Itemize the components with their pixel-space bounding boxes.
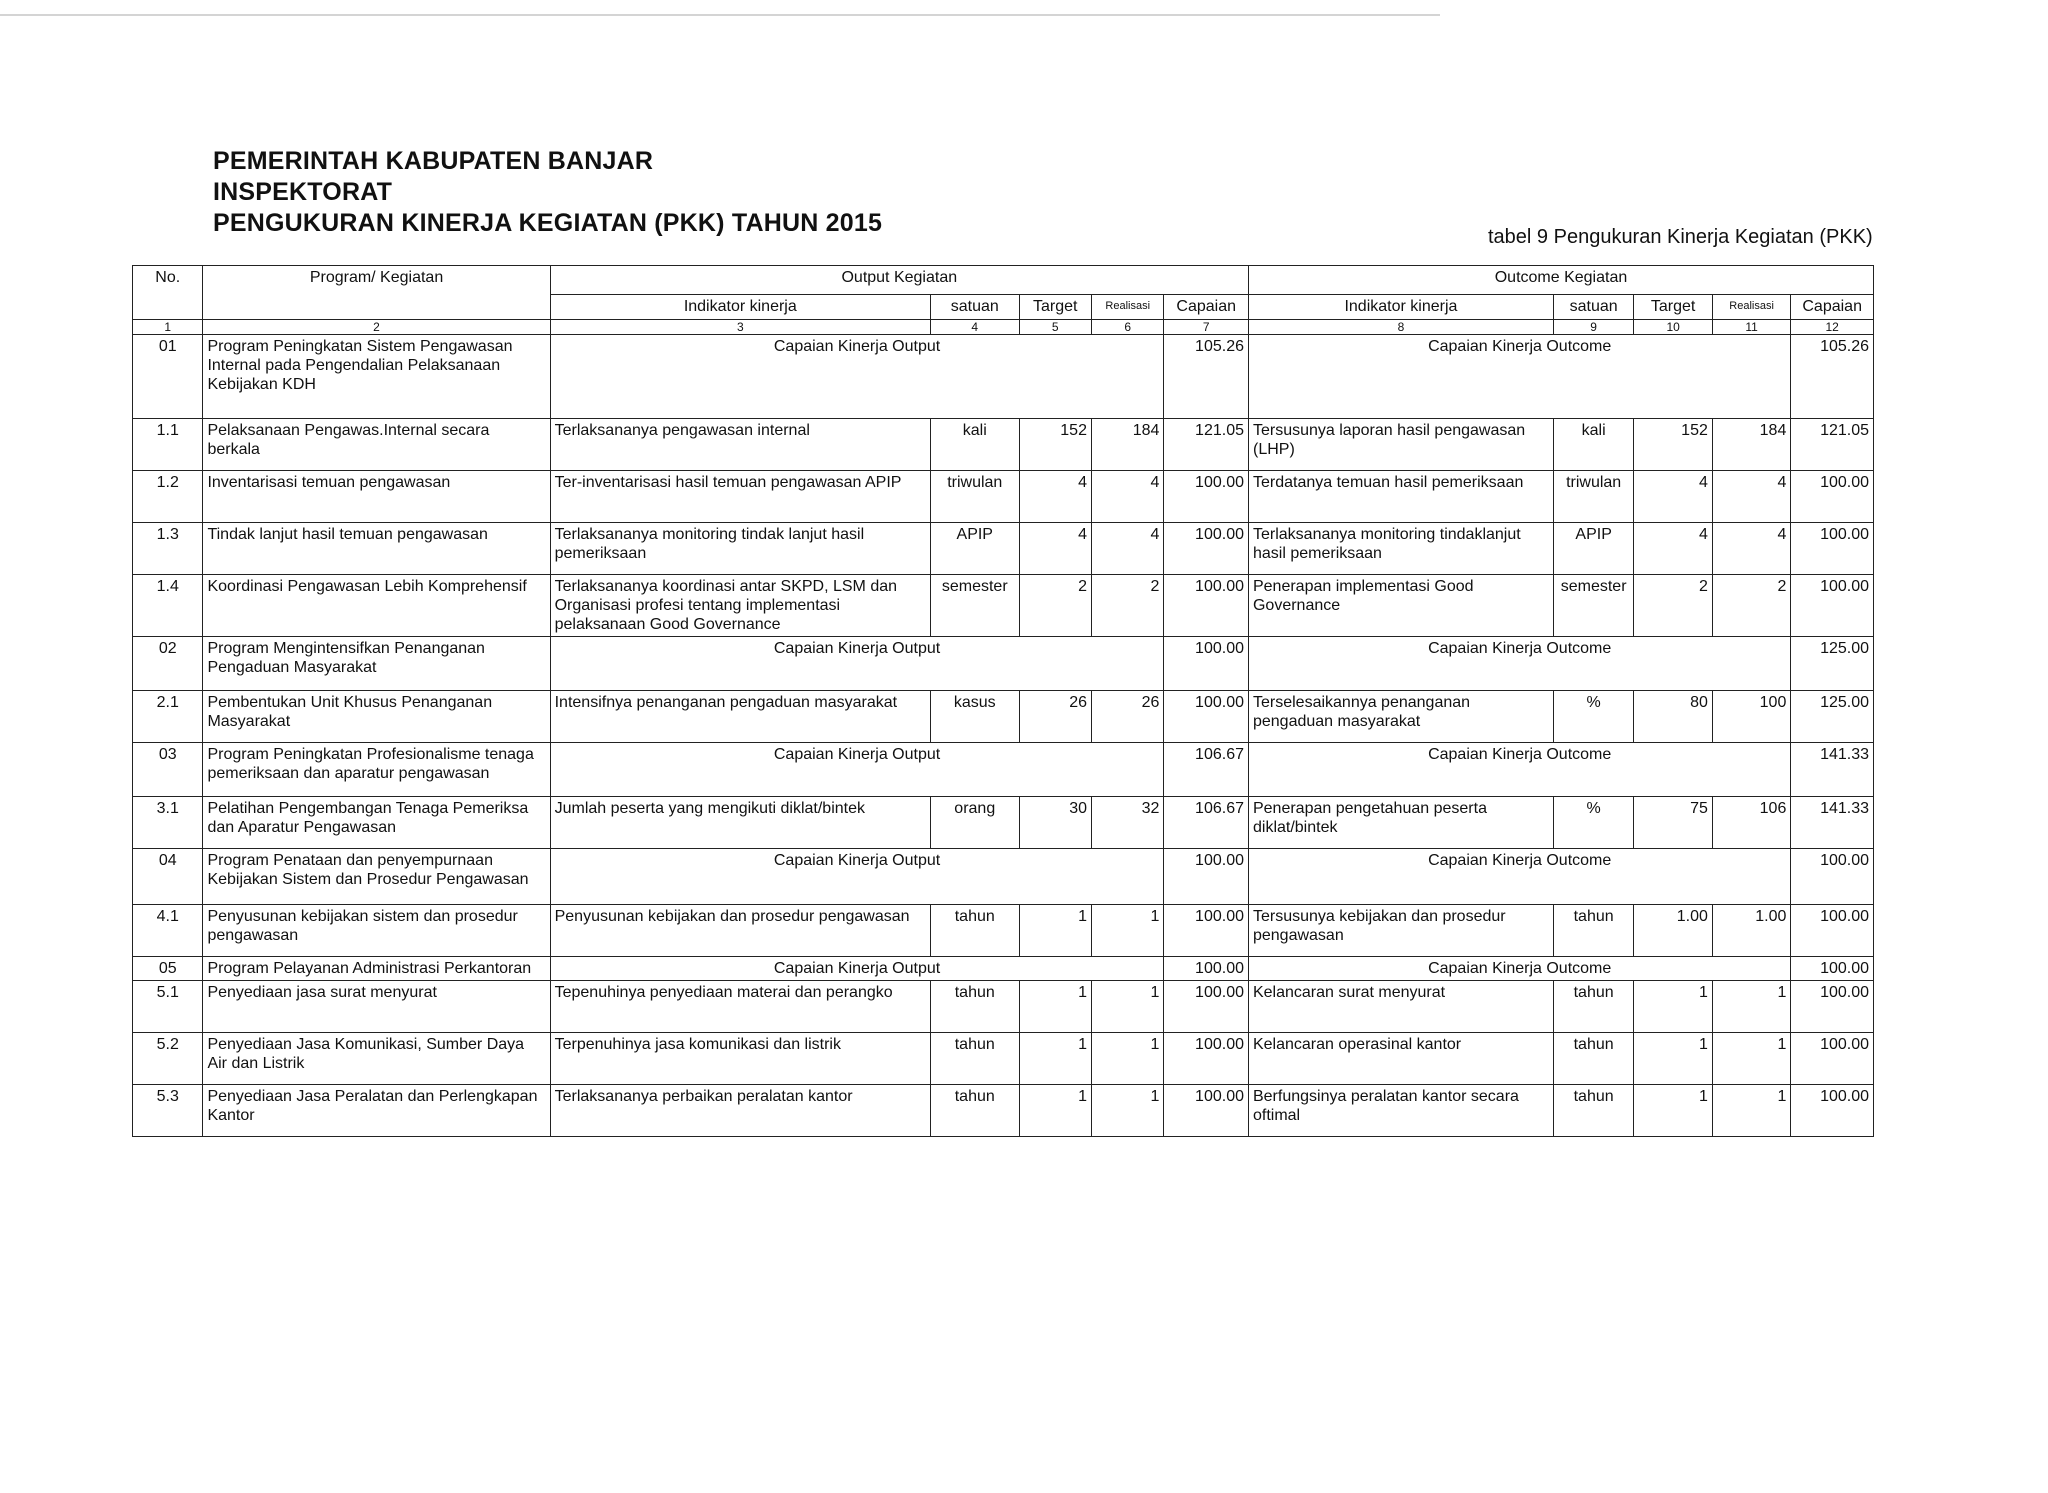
outcome-realisasi: 1 — [1712, 1085, 1790, 1137]
output-target: 1 — [1019, 905, 1091, 957]
outcome-realisasi: 4 — [1712, 471, 1790, 523]
outcome-unit: tahun — [1553, 1033, 1634, 1085]
outcome-realisasi: 106 — [1712, 797, 1790, 849]
activity-row — [133, 905, 1874, 957]
activity-row — [133, 981, 1874, 1033]
output-capaian-label: Capaian Kinerja Output — [550, 637, 1164, 691]
col-number: 10 — [1634, 320, 1712, 335]
row-number: 03 — [133, 743, 203, 797]
col-number: 1 — [133, 320, 203, 335]
row-number: 02 — [133, 637, 203, 691]
row-number: 1.2 — [133, 471, 203, 523]
col-number: 7 — [1164, 320, 1249, 335]
oc-capaian-header: Capaian — [1791, 295, 1874, 320]
out-indikator-header: Indikator kinerja — [550, 295, 930, 320]
outcome-capaian: 100.00 — [1791, 575, 1874, 637]
program-row — [133, 743, 1874, 797]
col-number: 11 — [1712, 320, 1790, 335]
program-name: Program Pelayanan Administrasi Perkantoran — [203, 957, 550, 981]
outcome-indicator: Terdatanya temuan hasil pemeriksaan — [1248, 471, 1553, 523]
col-program-header: Program/ Kegiatan — [203, 266, 550, 320]
outcome-unit: tahun — [1553, 1085, 1634, 1137]
out-realisasi-header: Realisasi — [1091, 295, 1163, 320]
activity-name: Tindak lanjut hasil temuan pengawasan — [203, 523, 550, 575]
output-capaian-label: Capaian Kinerja Output — [550, 743, 1164, 797]
row-number: 1.3 — [133, 523, 203, 575]
pkk-table-body — [133, 335, 1874, 1137]
activity-row — [133, 471, 1874, 523]
output-capaian: 100.00 — [1164, 471, 1249, 523]
outcome-target: 80 — [1634, 691, 1712, 743]
output-target: 1 — [1019, 1085, 1091, 1137]
output-realisasi: 4 — [1091, 523, 1163, 575]
outcome-indicator: Terselesaikannya penanganan pengaduan masyarakat — [1248, 691, 1553, 743]
output-capaian-value: 100.00 — [1164, 637, 1249, 691]
outcome-unit: triwulan — [1553, 471, 1634, 523]
col-number: 2 — [203, 320, 550, 335]
col-number: 3 — [550, 320, 930, 335]
row-number: 2.1 — [133, 691, 203, 743]
activity-name: Penyediaan Jasa Peralatan dan Perlengkapan Kantor — [203, 1085, 550, 1137]
output-unit: kali — [930, 419, 1019, 471]
outcome-realisasi: 1 — [1712, 1033, 1790, 1085]
output-realisasi: 32 — [1091, 797, 1163, 849]
pkk-table — [132, 265, 1874, 1137]
outcome-capaian: 100.00 — [1791, 471, 1874, 523]
program-row — [133, 849, 1874, 905]
activity-row — [133, 419, 1874, 471]
out-target-header: Target — [1019, 295, 1091, 320]
activity-name: Koordinasi Pengawasan Lebih Komprehensif — [203, 575, 550, 637]
outcome-capaian-label: Capaian Kinerja Outcome — [1248, 849, 1790, 905]
row-number: 04 — [133, 849, 203, 905]
row-number: 05 — [133, 957, 203, 981]
activity-name: Penyediaan Jasa Komunikasi, Sumber Daya Air dan Listrik — [203, 1033, 550, 1085]
output-realisasi: 1 — [1091, 1085, 1163, 1137]
header-government: PEMERINTAH KABUPATEN BANJAR — [213, 147, 654, 175]
header-title: PENGUKURAN KINERJA KEGIATAN (PKK) TAHUN 2015 — [213, 209, 883, 237]
outcome-target: 4 — [1634, 471, 1712, 523]
row-number: 5.2 — [133, 1033, 203, 1085]
output-capaian: 100.00 — [1164, 691, 1249, 743]
outcome-realisasi: 4 — [1712, 523, 1790, 575]
output-unit: semester — [930, 575, 1019, 637]
output-capaian: 100.00 — [1164, 523, 1249, 575]
outcome-unit: % — [1553, 691, 1634, 743]
outcome-capaian-value: 100.00 — [1791, 957, 1874, 981]
outcome-target: 1 — [1634, 1033, 1712, 1085]
row-number: 5.1 — [133, 981, 203, 1033]
output-target: 2 — [1019, 575, 1091, 637]
output-capaian: 106.67 — [1164, 797, 1249, 849]
outcome-capaian-label: Capaian Kinerja Outcome — [1248, 637, 1790, 691]
output-realisasi: 26 — [1091, 691, 1163, 743]
out-capaian-header: Capaian — [1164, 295, 1249, 320]
outcome-capaian: 100.00 — [1791, 1085, 1874, 1137]
activity-row — [133, 1085, 1874, 1137]
program-row — [133, 335, 1874, 419]
output-indicator: Terlaksananya perbaikan peralatan kantor — [550, 1085, 930, 1137]
output-target: 1 — [1019, 981, 1091, 1033]
col-number: 9 — [1553, 320, 1634, 335]
output-capaian: 100.00 — [1164, 981, 1249, 1033]
output-capaian-value: 100.00 — [1164, 957, 1249, 981]
row-number: 3.1 — [133, 797, 203, 849]
outcome-capaian-value: 141.33 — [1791, 743, 1874, 797]
outcome-capaian-value: 125.00 — [1791, 637, 1874, 691]
outcome-unit: tahun — [1553, 905, 1634, 957]
output-unit: tahun — [930, 1085, 1019, 1137]
activity-row — [133, 797, 1874, 849]
activity-name: Pelaksanaan Pengawas.Internal secara berkala — [203, 419, 550, 471]
output-realisasi: 1 — [1091, 905, 1163, 957]
col-number: 6 — [1091, 320, 1163, 335]
outcome-capaian-value: 105.26 — [1791, 335, 1874, 419]
outcome-capaian-label: Capaian Kinerja Outcome — [1248, 743, 1790, 797]
outcome-target: 1.00 — [1634, 905, 1712, 957]
output-capaian-value: 100.00 — [1164, 849, 1249, 905]
outcome-target: 4 — [1634, 523, 1712, 575]
outcome-capaian: 121.05 — [1791, 419, 1874, 471]
outcome-capaian-label: Capaian Kinerja Outcome — [1248, 957, 1790, 981]
outcome-capaian: 100.00 — [1791, 523, 1874, 575]
activity-name: Pelatihan Pengembangan Tenaga Pemeriksa dan Aparatur Pengawasan — [203, 797, 550, 849]
row-number: 4.1 — [133, 905, 203, 957]
outcome-capaian: 100.00 — [1791, 1033, 1874, 1085]
output-indicator: Jumlah peserta yang mengikuti diklat/bintek — [550, 797, 930, 849]
outcome-indicator: Penerapan implementasi Good Governance — [1248, 575, 1553, 637]
output-indicator: Terlaksananya pengawasan internal — [550, 419, 930, 471]
outcome-realisasi: 1.00 — [1712, 905, 1790, 957]
outcome-realisasi: 1 — [1712, 981, 1790, 1033]
program-name: Program Mengintensifkan Penanganan Pengaduan Masyarakat — [203, 637, 550, 691]
output-target: 4 — [1019, 523, 1091, 575]
outcome-realisasi: 100 — [1712, 691, 1790, 743]
outcome-indicator: Berfungsinya peralatan kantor secara oftimal — [1248, 1085, 1553, 1137]
outcome-realisasi: 184 — [1712, 419, 1790, 471]
outcome-capaian-label: Capaian Kinerja Outcome — [1248, 335, 1790, 419]
output-unit: tahun — [930, 905, 1019, 957]
row-number: 1.4 — [133, 575, 203, 637]
header-row-groups — [133, 266, 1874, 295]
output-unit: orang — [930, 797, 1019, 849]
output-realisasi: 1 — [1091, 981, 1163, 1033]
table-caption: tabel 9 Pengukuran Kinerja Kegiatan (PKK) — [1488, 226, 1873, 248]
row-number: 01 — [133, 335, 203, 419]
outcome-unit: APIP — [1553, 523, 1634, 575]
oc-satuan-header: satuan — [1553, 295, 1634, 320]
activity-name: Penyediaan jasa surat menyurat — [203, 981, 550, 1033]
outcome-capaian: 141.33 — [1791, 797, 1874, 849]
output-realisasi: 184 — [1091, 419, 1163, 471]
activity-name: Pembentukan Unit Khusus Penanganan Masyarakat — [203, 691, 550, 743]
program-name: Program Penataan dan penyempurnaan Kebijakan Sistem dan Prosedur Pengawasan — [203, 849, 550, 905]
output-realisasi: 4 — [1091, 471, 1163, 523]
outcome-target: 75 — [1634, 797, 1712, 849]
output-capaian-value: 105.26 — [1164, 335, 1249, 419]
activity-row — [133, 1033, 1874, 1085]
output-realisasi: 1 — [1091, 1033, 1163, 1085]
program-row — [133, 637, 1874, 691]
output-indicator: Terpenuhinya jasa komunikasi dan listrik — [550, 1033, 930, 1085]
output-target: 152 — [1019, 419, 1091, 471]
outcome-indicator: Terlaksananya monitoring tindaklanjut hasil pemeriksaan — [1248, 523, 1553, 575]
header-agency: INSPEKTORAT — [213, 178, 393, 206]
col-number: 8 — [1248, 320, 1553, 335]
outcome-indicator: Penerapan pengetahuan peserta diklat/bintek — [1248, 797, 1553, 849]
output-target: 4 — [1019, 471, 1091, 523]
output-indicator: Terlaksananya koordinasi antar SKPD, LSM dan Organisasi profesi tentang implementasi pelaksanaan Good Governance — [550, 575, 930, 637]
scan-edge-line — [0, 14, 1440, 16]
outcome-capaian-value: 100.00 — [1791, 849, 1874, 905]
activity-row — [133, 523, 1874, 575]
col-number: 12 — [1791, 320, 1874, 335]
outcome-unit: % — [1553, 797, 1634, 849]
outcome-target: 1 — [1634, 981, 1712, 1033]
outcome-group-header: Outcome Kegiatan — [1248, 266, 1873, 295]
outcome-unit: tahun — [1553, 981, 1634, 1033]
output-indicator: Terlaksananya monitoring tindak lanjut hasil pemeriksaan — [550, 523, 930, 575]
output-capaian: 100.00 — [1164, 1033, 1249, 1085]
outcome-indicator: Kelancaran surat menyurat — [1248, 981, 1553, 1033]
document-header — [213, 146, 882, 239]
output-capaian: 100.00 — [1164, 575, 1249, 637]
output-capaian-label: Capaian Kinerja Output — [550, 849, 1164, 905]
activity-name: Inventarisasi temuan pengawasan — [203, 471, 550, 523]
output-target: 1 — [1019, 1033, 1091, 1085]
oc-indikator-header: Indikator kinerja — [1248, 295, 1553, 320]
outcome-target: 1 — [1634, 1085, 1712, 1137]
col-number: 5 — [1019, 320, 1091, 335]
output-target: 26 — [1019, 691, 1091, 743]
program-name: Program Peningkatan Sistem Pengawasan Internal pada Pengendalian Pelaksanaan Kebijakan KDH — [203, 335, 550, 419]
outcome-indicator: Tersusunya kebijakan dan prosedur pengawasan — [1248, 905, 1553, 957]
output-indicator: Ter-inventarisasi hasil temuan pengawasan APIP — [550, 471, 930, 523]
output-capaian-label: Capaian Kinerja Output — [550, 335, 1164, 419]
program-name: Program Peningkatan Profesionalisme tenaga pemeriksaan dan aparatur pengawasan — [203, 743, 550, 797]
activity-name: Penyusunan kebijakan sistem dan prosedur pengawasan — [203, 905, 550, 957]
output-capaian-value: 106.67 — [1164, 743, 1249, 797]
output-indicator: Intensifnya penanganan pengaduan masyarakat — [550, 691, 930, 743]
oc-target-header: Target — [1634, 295, 1712, 320]
outcome-target: 2 — [1634, 575, 1712, 637]
output-capaian: 100.00 — [1164, 1085, 1249, 1137]
output-indicator: Tepenuhinya penyediaan materai dan perangko — [550, 981, 930, 1033]
activity-row — [133, 575, 1874, 637]
output-capaian: 121.05 — [1164, 419, 1249, 471]
oc-realisasi-header: Realisasi — [1712, 295, 1790, 320]
col-no-header: No. — [133, 266, 203, 320]
program-row — [133, 957, 1874, 981]
output-target: 30 — [1019, 797, 1091, 849]
output-unit: triwulan — [930, 471, 1019, 523]
output-group-header: Output Kegiatan — [550, 266, 1248, 295]
outcome-capaian: 125.00 — [1791, 691, 1874, 743]
output-unit: tahun — [930, 1033, 1019, 1085]
col-number: 4 — [930, 320, 1019, 335]
outcome-indicator: Kelancaran operasinal kantor — [1248, 1033, 1553, 1085]
outcome-indicator: Tersusunya laporan hasil pengawasan (LHP) — [1248, 419, 1553, 471]
output-capaian: 100.00 — [1164, 905, 1249, 957]
output-unit: APIP — [930, 523, 1019, 575]
activity-row — [133, 691, 1874, 743]
output-unit: kasus — [930, 691, 1019, 743]
output-indicator: Penyusunan kebijakan dan prosedur pengawasan — [550, 905, 930, 957]
outcome-unit: semester — [1553, 575, 1634, 637]
out-satuan-header: satuan — [930, 295, 1019, 320]
outcome-capaian: 100.00 — [1791, 981, 1874, 1033]
outcome-realisasi: 2 — [1712, 575, 1790, 637]
row-number: 1.1 — [133, 419, 203, 471]
row-number: 5.3 — [133, 1085, 203, 1137]
header-row-column-numbers — [133, 320, 1874, 335]
outcome-unit: kali — [1553, 419, 1634, 471]
outcome-target: 152 — [1634, 419, 1712, 471]
output-capaian-label: Capaian Kinerja Output — [550, 957, 1164, 981]
outcome-capaian: 100.00 — [1791, 905, 1874, 957]
output-unit: tahun — [930, 981, 1019, 1033]
output-realisasi: 2 — [1091, 575, 1163, 637]
